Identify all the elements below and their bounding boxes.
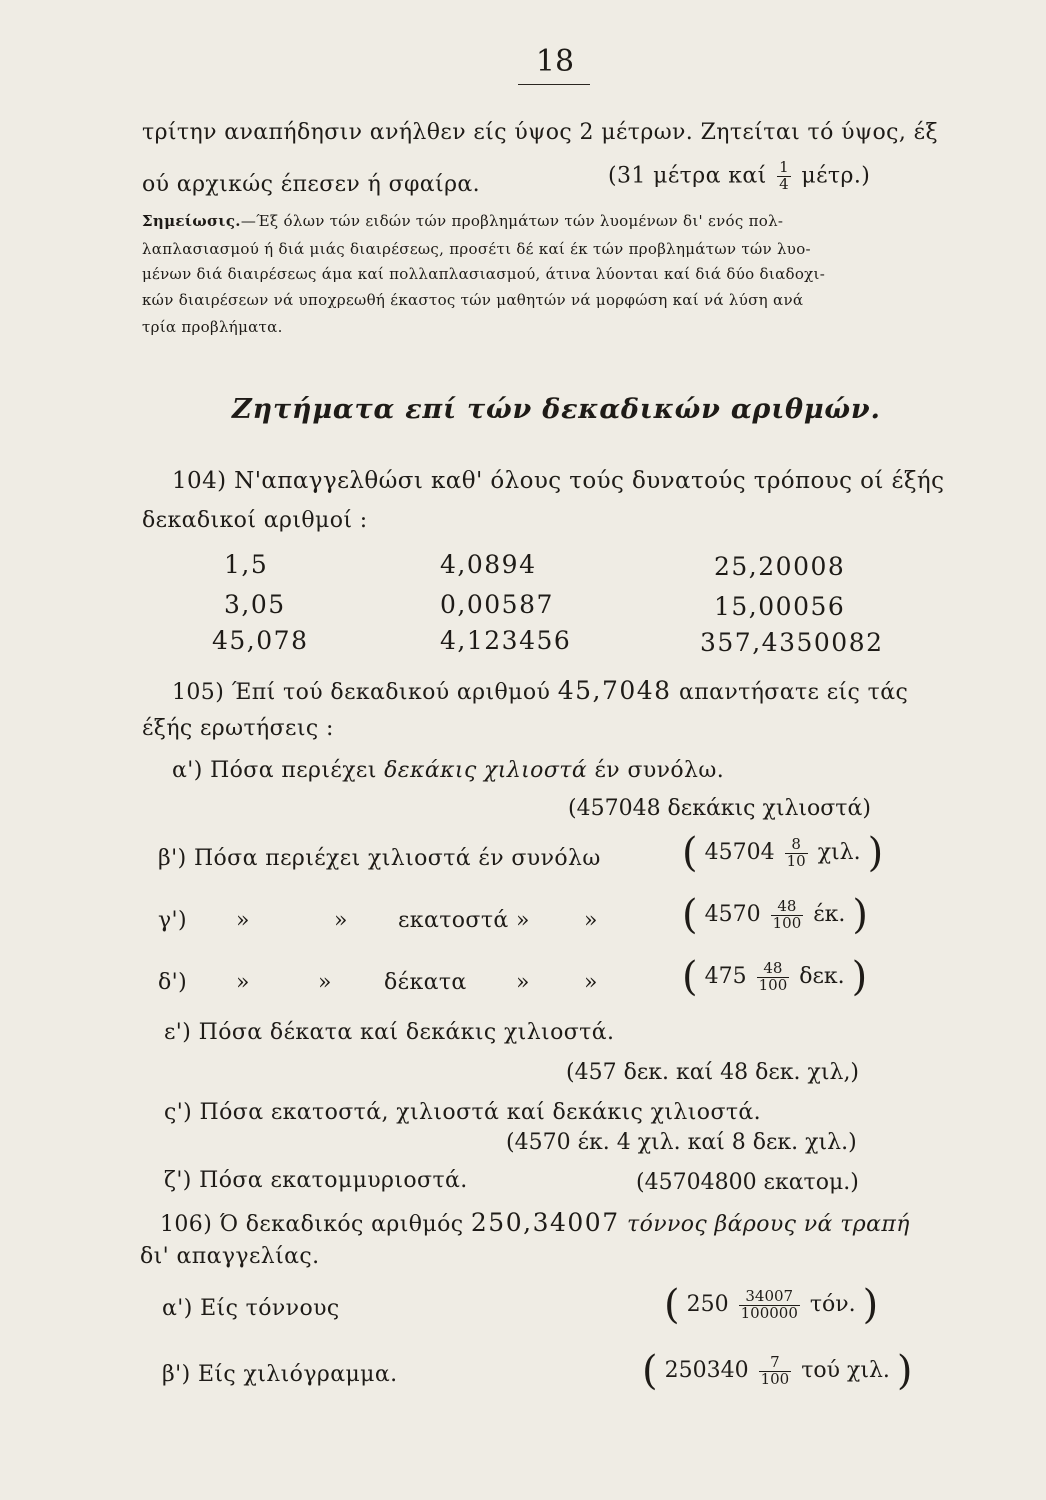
intro-line-1: τρίτην αναπήδησιν ανήλθεν είς ύψος 2 μέτρων. Ζητείται τό ύψος, έξ (142, 120, 938, 145)
page-number-rule (518, 84, 590, 85)
q104-col2-row3: 4,123456 (440, 626, 572, 655)
answer-integer: 250340 (664, 1358, 749, 1383)
q105-number: 45,7048 (557, 676, 672, 705)
q105-line-2: έξής ερωτήσεις : (142, 716, 334, 741)
answer-integer: 45704 (704, 840, 775, 865)
q106-number: 250,34007 (470, 1208, 620, 1237)
q105-g-word: εκατοστά (398, 908, 509, 933)
fraction-denominator: 100000 (740, 1303, 798, 1322)
q106-a-question: α') Είς τόννους (162, 1296, 340, 1321)
answer-unit: έκ. (813, 902, 846, 927)
intro-answer-close: μέτρ.) (801, 163, 871, 189)
q105-line-1-end: απαντήσατε είς τάς (679, 680, 909, 705)
answer-integer: 475 (704, 964, 747, 989)
fraction-numerator: 48 (757, 961, 790, 978)
q106-b-answer (642, 1348, 913, 1394)
q105-line-1-start: 105) Έπί τού δεκαδικού αριθμού (172, 680, 551, 705)
note-line-4: κών διαιρέσεων νά υποχρεωθή έκαστος τών μαθητών νά μορφώση καί νά λύση ανά (142, 291, 804, 309)
q105-d-label: δ') (158, 970, 188, 995)
q105-d-ditto-3: » (516, 970, 530, 995)
paren-open: ( (642, 1348, 658, 1394)
q104-col1-row3: 45,078 (212, 626, 309, 655)
q105-a-answer: (457048 δεκάκις χιλιοστά) (568, 796, 871, 821)
q105-d-ditto-1: » (236, 970, 250, 995)
note-line-3: μένων διά διαιρέσεως άμα καί πολλαπλασιασμού, άτινα λύονται καί διά δύο διαδοχι- (142, 265, 826, 283)
answer-fraction (757, 958, 790, 994)
answer-integer: 250 (686, 1292, 729, 1317)
q105-s-answer: (4570 έκ. 4 χιλ. καί 8 δεκ. χιλ.) (506, 1130, 857, 1155)
q105-a-rest: έν συνόλω. (594, 758, 725, 783)
note-text: —Έξ όλων τών ειδών τών προβλημάτων τών λυομένων δι' ενός πολ- (240, 212, 784, 230)
paren-open: ( (682, 830, 698, 876)
q104-col2-row2: 0,00587 (440, 590, 554, 619)
fraction-denominator: 10 (786, 851, 806, 870)
q105-e-answer: (457 δεκ. καί 48 δεκ. χιλ,) (566, 1060, 860, 1085)
answer-integer: 4570 (704, 902, 761, 927)
intro-answer (608, 160, 870, 193)
section-heading: Ζητήματα επί τών δεκαδικών αριθμών. (232, 394, 881, 425)
note-line-2: λαπλασιασμού ή διά μιάς διαιρέσεως, προσέτι δέ καί έκ τών προβλημάτων τών λυο- (142, 240, 811, 258)
answer-fraction (771, 896, 804, 932)
q106-line-1 (160, 1208, 910, 1237)
q106-line-2: δι' απαγγελίας. (140, 1244, 320, 1269)
q105-g-label: γ') (158, 908, 187, 933)
q106-b-question: β') Είς χιλιόγραμμα. (162, 1362, 398, 1387)
intro-answer-open: (31 μέτρα καί (608, 163, 767, 189)
fraction-denominator: 100 (772, 913, 802, 932)
q105-z-answer: (45704800 εκατομ.) (636, 1170, 859, 1195)
answer-unit: δεκ. (799, 964, 845, 989)
fraction-numerator: 34007 (739, 1289, 800, 1306)
q105-g-ditto-3: » (516, 908, 530, 933)
answer-unit: τού χιλ. (801, 1358, 890, 1383)
q105-z-question: ζ') Πόσα εκατομμυριοστά. (164, 1168, 468, 1193)
q105-a (172, 758, 724, 783)
paren-close: ) (896, 1348, 913, 1394)
fraction-numerator: 1 (779, 158, 790, 176)
q105-g-answer (682, 892, 868, 938)
q104-col3-row2: 15,00056 (714, 592, 846, 621)
q104-col2-row1: 4,0894 (440, 550, 537, 579)
paren-close: ) (867, 830, 884, 876)
q105-e-question: ε') Πόσα δέκατα καί δεκάκις χιλιοστά. (164, 1020, 615, 1045)
paren-close: ) (862, 1282, 879, 1328)
q104-col3-row1: 25,20008 (714, 552, 846, 581)
note-label: Σημείωσις. (142, 212, 241, 230)
fraction-numerator: 7 (759, 1355, 792, 1372)
page-number: 18 (535, 44, 575, 79)
answer-unit: χιλ. (817, 840, 861, 865)
q105-g-ditto-1: » (236, 908, 250, 933)
note-line-5: τρία προβλήματα. (142, 318, 283, 336)
fraction-denominator: 100 (760, 1369, 790, 1388)
q105-d-ditto-2: » (318, 970, 332, 995)
paren-open: ( (682, 954, 698, 1000)
q104-line-1: 104) Ν'απαγγελθώσι καθ' όλους τούς δυνατούς τρόπους οί έξής (172, 468, 945, 494)
note-line-1 (142, 212, 783, 230)
q105-line-1 (172, 676, 908, 705)
q105-g-ditto-2: » (334, 908, 348, 933)
answer-unit: τόν. (809, 1292, 856, 1317)
q106-line-1-end: τόννος βάρους νά τραπή (627, 1212, 910, 1237)
q105-b-question: β') Πόσα περιέχει χιλιοστά έν συνόλω (158, 846, 601, 871)
q105-s-question: ς') Πόσα εκατοστά, χιλιοστά καί δεκάκις χιλιοστά. (164, 1100, 762, 1125)
q104-col1-row1: 1,5 (224, 550, 269, 579)
paren-close: ) (852, 892, 868, 938)
q105-d-ditto-4: » (584, 970, 598, 995)
q105-g-ditto-4: » (584, 908, 598, 933)
q105-d-word: δέκατα (384, 970, 467, 995)
answer-fraction (739, 1286, 800, 1322)
q106-line-1-start: 106) Ό δεκαδικός αριθμός (160, 1212, 464, 1237)
intro-line-2: ού αρχικώς έπεσεν ή σφαίρα. (142, 172, 481, 197)
q105-b-answer (682, 830, 883, 876)
paren-close: ) (851, 954, 868, 1000)
q104-col1-row2: 3,05 (224, 590, 286, 619)
q104-col3-row3: 357,4350082 (700, 628, 884, 657)
paren-open: ( (664, 1282, 680, 1328)
intro-answer-fraction (777, 160, 791, 193)
q106-a-answer (664, 1282, 878, 1328)
q104-line-2: δεκαδικοί αριθμοί : (142, 508, 368, 533)
q105-a-label: α') Πόσα περιέχει (172, 758, 377, 783)
fraction-denominator: 100 (758, 975, 788, 994)
fraction-denominator: 4 (779, 174, 790, 193)
fraction-numerator: 48 (771, 899, 804, 916)
q105-d-answer (682, 954, 867, 1000)
q105-a-italic: δεκάκις χιλιοστά (384, 758, 588, 783)
answer-fraction (759, 1352, 792, 1388)
answer-fraction (785, 834, 808, 870)
fraction-numerator: 8 (785, 837, 808, 854)
paren-open: ( (682, 892, 698, 938)
